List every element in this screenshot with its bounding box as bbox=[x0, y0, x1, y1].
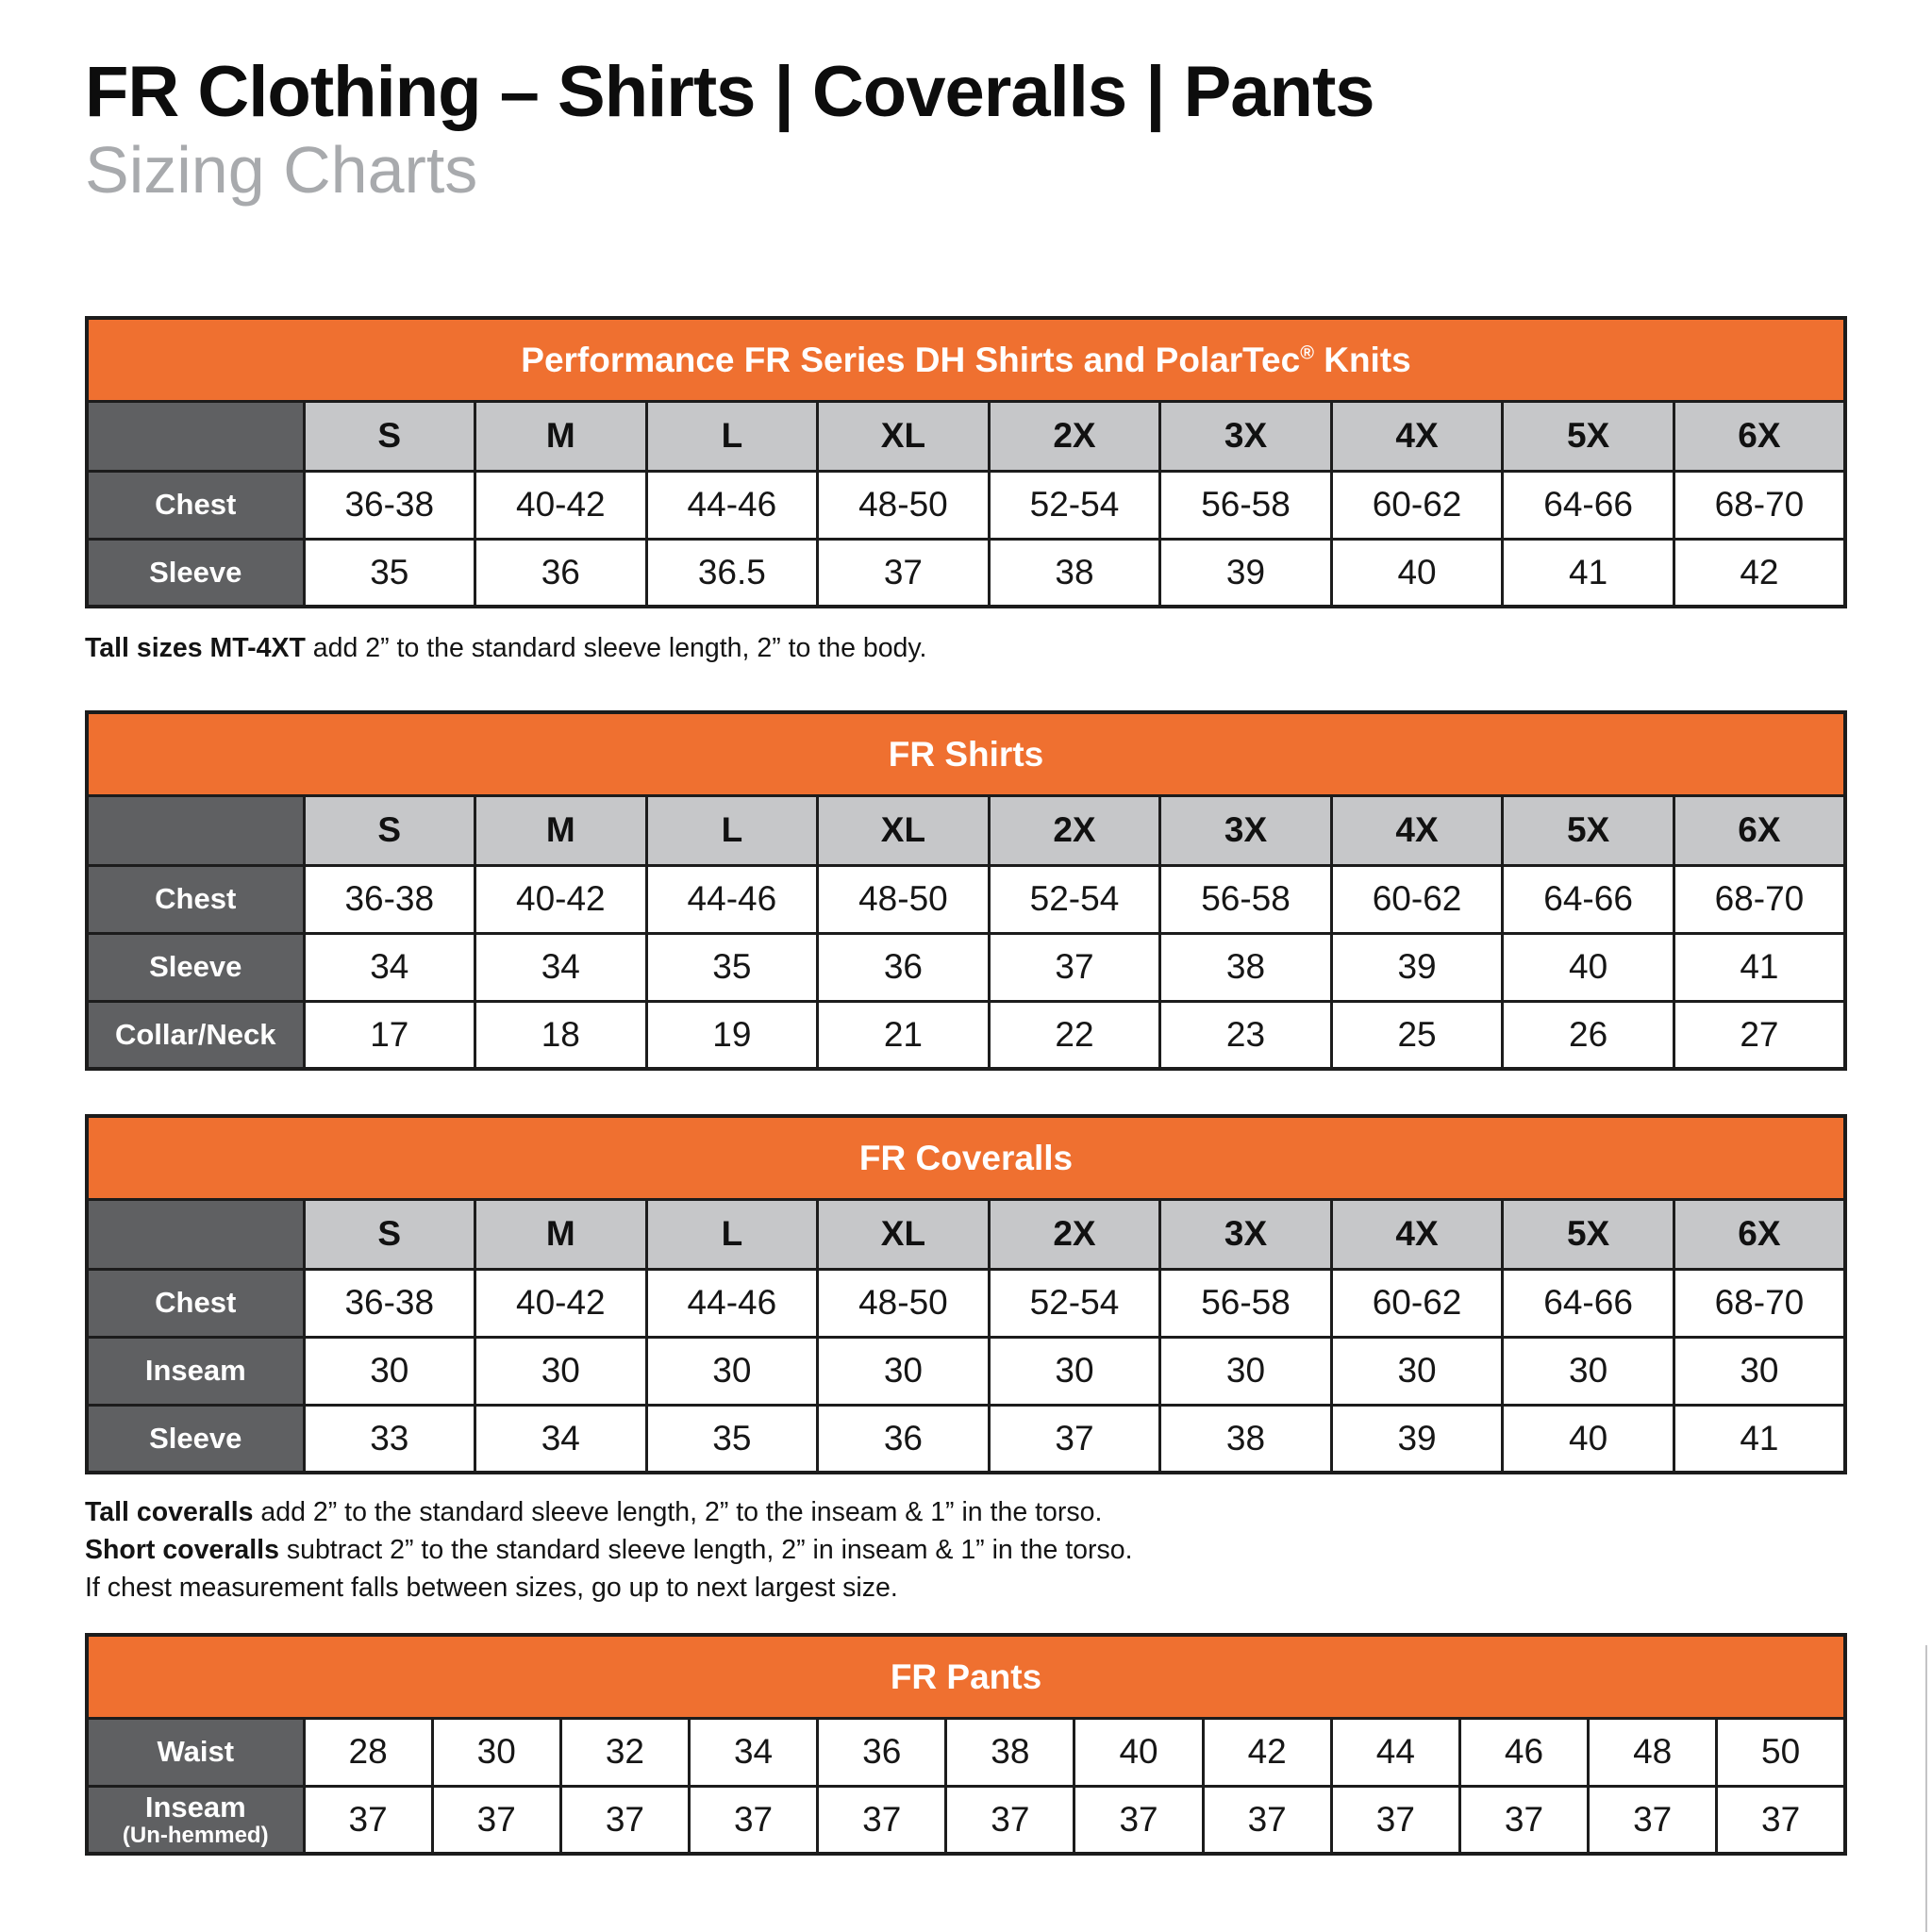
row-label: Chest bbox=[87, 865, 304, 933]
table-fr-shirts bbox=[85, 710, 1847, 1071]
size-header-cell-2x: 2X bbox=[989, 795, 1160, 865]
section-fr-shirts bbox=[85, 710, 1847, 1071]
data-cell: 46 bbox=[1459, 1718, 1588, 1786]
data-cell: 44-46 bbox=[646, 1269, 818, 1337]
data-cell: 19 bbox=[646, 1001, 818, 1069]
size-header-cell-m: M bbox=[475, 1199, 647, 1269]
data-cell: 23 bbox=[1160, 1001, 1332, 1069]
note-bold-text: Short coveralls bbox=[85, 1535, 279, 1566]
table-row bbox=[87, 539, 1845, 607]
size-header-cell-5x: 5X bbox=[1503, 401, 1674, 471]
section-fr-pants bbox=[85, 1633, 1847, 1856]
data-cell: 60-62 bbox=[1331, 1269, 1503, 1337]
data-cell: 64-66 bbox=[1503, 471, 1674, 539]
note-rest-text: add 2” to the standard sleeve length, 2” to the body. bbox=[305, 633, 927, 664]
corner-cell bbox=[87, 401, 304, 471]
data-cell: 56-58 bbox=[1160, 471, 1332, 539]
note-rest-text: If chest measurement falls between sizes, go up to next largest size. bbox=[85, 1573, 898, 1604]
table-row bbox=[87, 1337, 1845, 1405]
size-header-cell-3x: 3X bbox=[1160, 401, 1332, 471]
data-cell: 64-66 bbox=[1503, 865, 1674, 933]
row-label: Sleeve bbox=[87, 539, 304, 607]
row-label: Inseam bbox=[87, 1337, 304, 1405]
table-fr-coveralls bbox=[85, 1114, 1847, 1474]
data-cell: 48-50 bbox=[818, 1269, 990, 1337]
data-cell: 30 bbox=[646, 1337, 818, 1405]
data-cell: 34 bbox=[304, 933, 475, 1001]
note-tall-sizes bbox=[85, 629, 1847, 667]
table-fr-pants bbox=[85, 1633, 1847, 1856]
data-cell: 30 bbox=[1160, 1337, 1332, 1405]
data-cell: 30 bbox=[432, 1718, 560, 1786]
data-cell: 40-42 bbox=[475, 1269, 647, 1337]
data-cell: 40 bbox=[1503, 1405, 1674, 1473]
size-header-cell-xl: XL bbox=[818, 401, 990, 471]
data-cell: 30 bbox=[1503, 1337, 1674, 1405]
data-cell: 37 bbox=[432, 1786, 560, 1854]
table-row bbox=[87, 1405, 1845, 1473]
data-cell: 37 bbox=[818, 539, 990, 607]
table-title: FR Pants bbox=[87, 1635, 1845, 1718]
row-label: Inseam (Un-hemmed) bbox=[87, 1786, 304, 1854]
data-cell: 38 bbox=[946, 1718, 1074, 1786]
size-header-cell-4x: 4X bbox=[1331, 795, 1503, 865]
size-header-cell-6x: 6X bbox=[1674, 795, 1845, 865]
row-label: Waist bbox=[87, 1718, 304, 1786]
size-header-cell-3x: 3X bbox=[1160, 795, 1332, 865]
section-fr-coveralls bbox=[85, 1114, 1847, 1607]
size-header-cell-6x: 6X bbox=[1674, 1199, 1845, 1269]
note-bold-text: Tall coveralls bbox=[85, 1497, 254, 1528]
data-cell: 39 bbox=[1331, 1405, 1503, 1473]
size-header-cell-s: S bbox=[304, 1199, 475, 1269]
data-cell: 30 bbox=[1674, 1337, 1845, 1405]
row-label: Chest bbox=[87, 1269, 304, 1337]
table-row bbox=[87, 865, 1845, 933]
size-header-cell-m: M bbox=[475, 795, 647, 865]
data-cell: 18 bbox=[475, 1001, 647, 1069]
data-cell: 38 bbox=[989, 539, 1160, 607]
data-cell: 37 bbox=[1203, 1786, 1331, 1854]
data-cell: 40-42 bbox=[475, 471, 647, 539]
data-cell: 37 bbox=[1589, 1786, 1717, 1854]
size-header-row bbox=[87, 401, 1845, 471]
size-header-cell-6x: 6X bbox=[1674, 401, 1845, 471]
size-header-cell-2x: 2X bbox=[989, 401, 1160, 471]
data-cell: 50 bbox=[1717, 1718, 1845, 1786]
size-header-cell-xl: XL bbox=[818, 795, 990, 865]
table-row bbox=[87, 933, 1845, 1001]
row-sublabel: (Un-hemmed) bbox=[122, 1823, 269, 1849]
data-cell: 36-38 bbox=[304, 471, 475, 539]
data-cell: 40-42 bbox=[475, 865, 647, 933]
table-title: Performance FR Series DH Shirts and PolarTec® Knits bbox=[87, 318, 1845, 401]
data-cell: 68-70 bbox=[1674, 471, 1845, 539]
table-row bbox=[87, 1001, 1845, 1069]
data-cell: 41 bbox=[1503, 539, 1674, 607]
data-cell: 40 bbox=[1331, 539, 1503, 607]
data-cell: 21 bbox=[818, 1001, 990, 1069]
data-cell: 30 bbox=[304, 1337, 475, 1405]
note-block-coveralls bbox=[85, 1493, 1847, 1607]
data-cell: 34 bbox=[475, 933, 647, 1001]
data-cell: 37 bbox=[1074, 1786, 1203, 1854]
note-rest-text: subtract 2” to the standard sleeve length, 2” in inseam & 1” in the torso. bbox=[278, 1535, 1133, 1566]
size-header-cell-3x: 3X bbox=[1160, 1199, 1332, 1269]
size-header-cell-5x: 5X bbox=[1503, 795, 1674, 865]
corner-cell bbox=[87, 795, 304, 865]
data-cell: 30 bbox=[1331, 1337, 1503, 1405]
size-header-cell-5x: 5X bbox=[1503, 1199, 1674, 1269]
table-title-row bbox=[87, 712, 1845, 795]
table-title: FR Coveralls bbox=[87, 1116, 1845, 1199]
data-cell: 36-38 bbox=[304, 1269, 475, 1337]
size-header-cell-l: L bbox=[646, 795, 818, 865]
size-header-cell-l: L bbox=[646, 401, 818, 471]
data-cell: 56-58 bbox=[1160, 865, 1332, 933]
note-chest-measurement bbox=[85, 1569, 1847, 1607]
data-cell: 34 bbox=[475, 1405, 647, 1473]
data-cell: 37 bbox=[1459, 1786, 1588, 1854]
data-cell: 39 bbox=[1160, 539, 1332, 607]
data-cell: 37 bbox=[818, 1786, 946, 1854]
table-title: FR Shirts bbox=[87, 712, 1845, 795]
data-cell: 27 bbox=[1674, 1001, 1845, 1069]
data-cell: 35 bbox=[646, 933, 818, 1001]
data-cell: 44-46 bbox=[646, 471, 818, 539]
data-cell: 36 bbox=[818, 933, 990, 1001]
data-cell: 68-70 bbox=[1674, 865, 1845, 933]
table-row bbox=[87, 1269, 1845, 1337]
data-cell: 56-58 bbox=[1160, 1269, 1332, 1337]
data-cell: 48-50 bbox=[818, 865, 990, 933]
data-cell: 37 bbox=[304, 1786, 432, 1854]
size-header-cell-s: S bbox=[304, 795, 475, 865]
corner-cell bbox=[87, 1199, 304, 1269]
row-label: Chest bbox=[87, 471, 304, 539]
table-title-row bbox=[87, 1116, 1845, 1199]
data-cell: 41 bbox=[1674, 1405, 1845, 1473]
size-header-row bbox=[87, 1199, 1845, 1269]
size-header-cell-l: L bbox=[646, 1199, 818, 1269]
data-cell: 64-66 bbox=[1503, 1269, 1674, 1337]
size-header-cell-xl: XL bbox=[818, 1199, 990, 1269]
table-row bbox=[87, 471, 1845, 539]
data-cell: 30 bbox=[475, 1337, 647, 1405]
data-cell: 41 bbox=[1674, 933, 1845, 1001]
data-cell: 48-50 bbox=[818, 471, 990, 539]
data-cell: 36.5 bbox=[646, 539, 818, 607]
size-header-cell-2x: 2X bbox=[989, 1199, 1160, 1269]
data-cell: 38 bbox=[1160, 1405, 1332, 1473]
data-cell: 44-46 bbox=[646, 865, 818, 933]
data-cell: 60-62 bbox=[1331, 865, 1503, 933]
data-cell: 30 bbox=[989, 1337, 1160, 1405]
data-cell: 36-38 bbox=[304, 865, 475, 933]
data-cell: 17 bbox=[304, 1001, 475, 1069]
row-label: Collar/Neck bbox=[87, 1001, 304, 1069]
table-performance-fr-series bbox=[85, 316, 1847, 608]
data-cell: 48 bbox=[1589, 1718, 1717, 1786]
data-cell: 40 bbox=[1503, 933, 1674, 1001]
note-block-performance bbox=[85, 629, 1847, 667]
data-cell: 28 bbox=[304, 1718, 432, 1786]
data-cell: 52-54 bbox=[989, 471, 1160, 539]
note-rest-text: add 2” to the standard sleeve length, 2” to the inseam & 1” in the torso. bbox=[253, 1497, 1103, 1528]
data-cell: 37 bbox=[946, 1786, 1074, 1854]
data-cell: 33 bbox=[304, 1405, 475, 1473]
data-cell: 37 bbox=[560, 1786, 689, 1854]
note-bold-text: Tall sizes MT-4XT bbox=[85, 633, 306, 664]
data-cell: 52-54 bbox=[989, 865, 1160, 933]
data-cell: 68-70 bbox=[1674, 1269, 1845, 1337]
data-cell: 37 bbox=[689, 1786, 817, 1854]
table-title-row bbox=[87, 1635, 1845, 1718]
data-cell: 36 bbox=[818, 1718, 946, 1786]
page-subtitle: Sizing Charts bbox=[85, 132, 478, 207]
size-header-cell-m: M bbox=[475, 401, 647, 471]
data-cell: 37 bbox=[1717, 1786, 1845, 1854]
data-cell: 42 bbox=[1203, 1718, 1331, 1786]
data-cell: 25 bbox=[1331, 1001, 1503, 1069]
table-title-row bbox=[87, 318, 1845, 401]
data-cell: 34 bbox=[689, 1718, 817, 1786]
data-cell: 38 bbox=[1160, 933, 1332, 1001]
data-cell: 22 bbox=[989, 1001, 1160, 1069]
size-header-cell-4x: 4X bbox=[1331, 1199, 1503, 1269]
data-cell: 35 bbox=[646, 1405, 818, 1473]
data-cell: 35 bbox=[304, 539, 475, 607]
data-cell: 36 bbox=[475, 539, 647, 607]
size-header-row bbox=[87, 795, 1845, 865]
size-header-cell-s: S bbox=[304, 401, 475, 471]
data-cell: 52-54 bbox=[989, 1269, 1160, 1337]
data-cell: 42 bbox=[1674, 539, 1845, 607]
data-cell: 44 bbox=[1331, 1718, 1459, 1786]
data-cell: 39 bbox=[1331, 933, 1503, 1001]
table-row bbox=[87, 1718, 1845, 1786]
note-tall-coveralls bbox=[85, 1493, 1847, 1531]
table-row bbox=[87, 1786, 1845, 1854]
data-cell: 37 bbox=[989, 933, 1160, 1001]
data-cell: 37 bbox=[989, 1405, 1160, 1473]
data-cell: 37 bbox=[1331, 1786, 1459, 1854]
page-right-border-line bbox=[1925, 1645, 1927, 1932]
size-header-cell-4x: 4X bbox=[1331, 401, 1503, 471]
data-cell: 40 bbox=[1074, 1718, 1203, 1786]
row-label: Sleeve bbox=[87, 933, 304, 1001]
data-cell: 32 bbox=[560, 1718, 689, 1786]
page-title: FR Clothing – Shirts | Coveralls | Pants bbox=[85, 52, 1374, 132]
row-label: Sleeve bbox=[87, 1405, 304, 1473]
note-short-coveralls bbox=[85, 1531, 1847, 1569]
section-performance-fr-series bbox=[85, 316, 1847, 667]
data-cell: 60-62 bbox=[1331, 471, 1503, 539]
data-cell: 26 bbox=[1503, 1001, 1674, 1069]
data-cell: 30 bbox=[818, 1337, 990, 1405]
data-cell: 36 bbox=[818, 1405, 990, 1473]
